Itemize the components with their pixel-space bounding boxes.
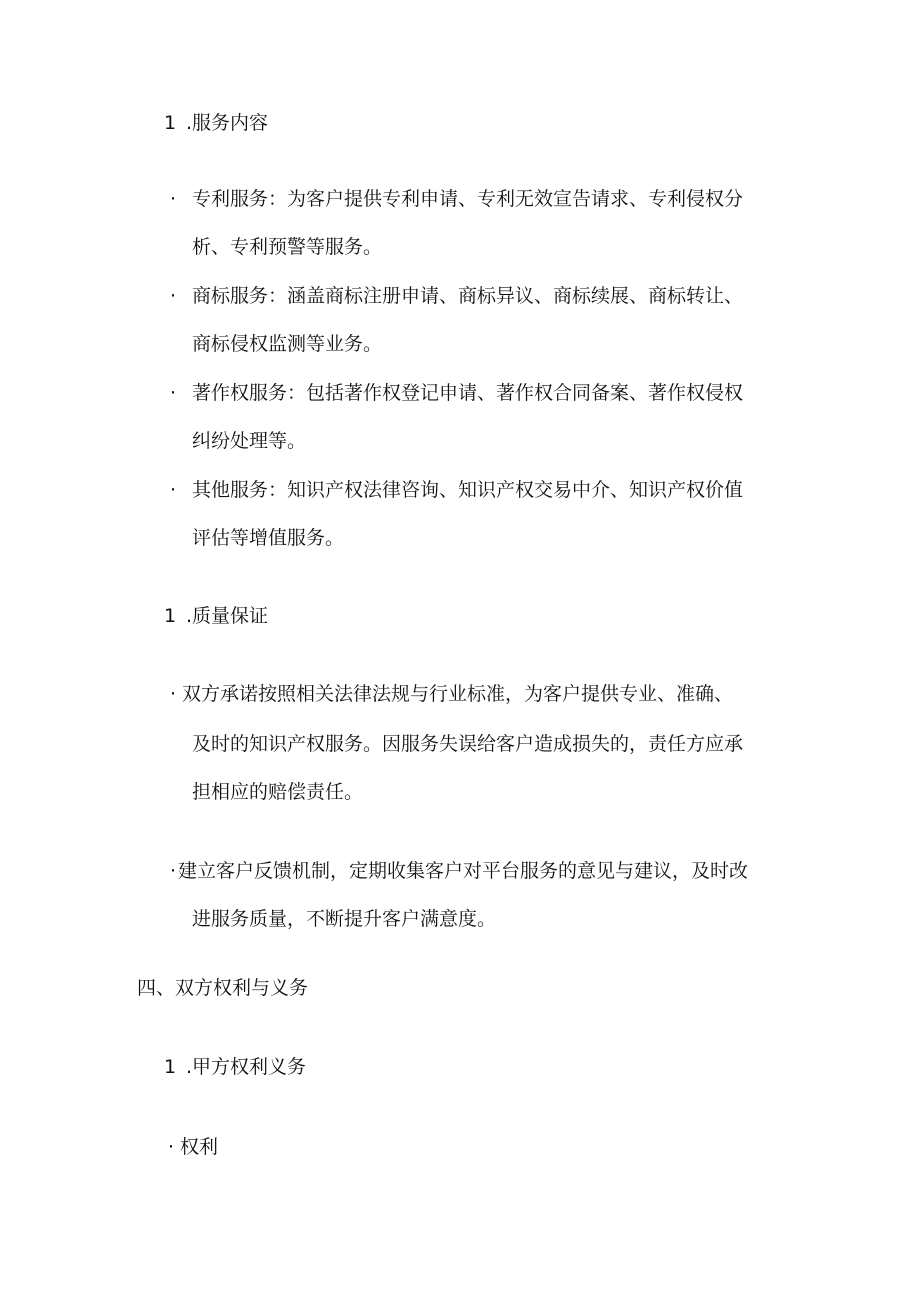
list-item-text: 著作权服务：包括著作权登记申请、著作权合同备案、著作权侵权: [192, 382, 744, 404]
bullet-dot: ·: [170, 382, 177, 404]
list-item-quality-commitment: [170, 681, 733, 707]
section-title: .甲方权利义务: [186, 1056, 307, 1078]
section-number: 1: [164, 1056, 177, 1078]
section-heading-service: [164, 110, 268, 136]
chapter-heading: 四、双方权利与义务: [137, 977, 309, 999]
section-heading-quality: [164, 603, 268, 629]
bullet-dot: ·: [170, 479, 177, 501]
list-item-continuation: 及时的知识产权服务。因服务失误给客户造成损失的，责任方应承: [192, 733, 744, 755]
list-item-continuation: 纠纷处理等。: [192, 430, 307, 452]
section-number: 1: [164, 605, 177, 627]
list-item-text: 建立客户反馈机制，定期收集客户对平台服务的意见与建议，及时改: [178, 860, 749, 882]
bullet-dot: ·: [170, 860, 177, 882]
list-item-copyright: [170, 380, 743, 406]
list-item-continuation: 评估等增值服务。: [192, 527, 345, 549]
section-heading-party-a: [164, 1054, 306, 1080]
list-item-text: 商标服务：涵盖商标注册申请、商标异议、商标续展、商标转让、: [192, 285, 744, 307]
list-item-text: 其他服务：知识产权法律咨询、知识产权交易中介、知识产权价值: [192, 479, 744, 501]
list-item-text: 双方承诺按照相关法律法规与行业标准，为客户提供专业、准确、: [182, 683, 734, 705]
list-item-text: 权利: [180, 1136, 219, 1158]
list-item-trademark: [170, 283, 743, 309]
list-item-continuation: 析、专利预警等服务。: [192, 236, 383, 258]
list-item-other: [170, 477, 743, 503]
list-item-rights: [168, 1134, 218, 1160]
section-title: .服务内容: [186, 112, 269, 134]
list-item-continuation: 担相应的赔偿责任。: [192, 781, 364, 803]
list-item-feedback: [170, 858, 748, 884]
bullet-dot: ·: [170, 683, 177, 705]
bullet-dot: ·: [170, 188, 177, 210]
bullet-dot: ·: [168, 1136, 175, 1158]
list-item-continuation: 进服务质量，不断提升客户满意度。: [192, 908, 497, 930]
list-item-text: 专利服务：为客户提供专利申请、专利无效宣告请求、专利侵权分: [192, 188, 744, 210]
bullet-dot: ·: [170, 285, 177, 307]
list-item-patent: [170, 186, 743, 212]
list-item-continuation: 商标侵权监测等业务。: [192, 333, 383, 355]
section-number: 1: [164, 112, 177, 134]
section-title: .质量保证: [186, 605, 269, 627]
